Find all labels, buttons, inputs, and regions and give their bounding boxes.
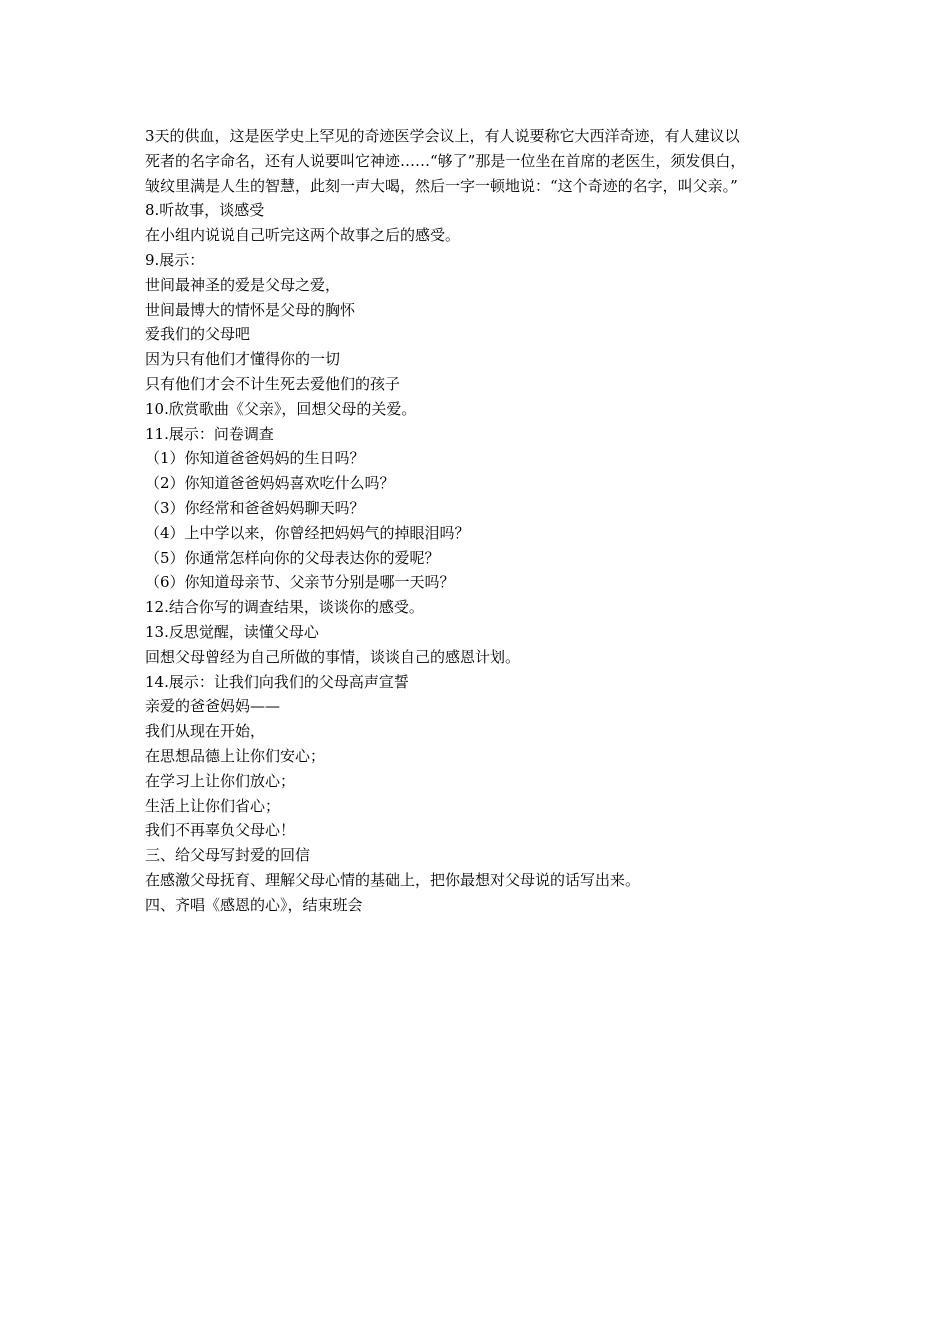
poem-line: 世间最博大的情怀是父母的胸怀	[145, 300, 356, 319]
document-body	[145, 124, 815, 918]
poem-line: 爱我们的父母吧	[145, 325, 251, 344]
section-heading-11: 11.展示：问卷调查	[145, 424, 274, 443]
paragraph-line: 在小组内说说自己听完这两个故事之后的感受。	[145, 226, 461, 245]
survey-question: （3）你经常和爸爸妈妈聊天吗？	[145, 498, 365, 517]
paragraph-line: 在感激父母抚育、理解父母心情的基础上，把你最想对父母说的话写出来。	[145, 870, 641, 889]
paragraph-line: 皱纹里满是人生的智慧，此刻一声大喝，然后一字一顿地说：“这个奇迹的名字，叫父亲。”	[145, 176, 738, 195]
section-heading-14: 14.展示：让我们向我们的父母高声宣誓	[145, 672, 409, 691]
section-heading-12: 12.结合你写的调查结果，谈谈你的感受。	[145, 598, 424, 617]
survey-question: （5）你通常怎样向你的父母表达你的爱呢？	[145, 548, 440, 567]
poem-line: 只有他们才会不计生死去爱他们的孩子	[145, 374, 401, 393]
paragraph-line: 死者的名字命名，还有人说要叫它神迹……“够了”那是一位坐在首席的老医生，须发俱白，	[145, 151, 746, 170]
paragraph-line: 回想父母曾经为自己所做的事情，谈谈自己的感恩计划。	[145, 647, 521, 666]
survey-question: （1）你知道爸爸妈妈的生日吗？	[145, 449, 365, 468]
section-heading-4: 四、齐唱《感恩的心》，结束班会	[145, 895, 363, 914]
pledge-line: 亲爱的爸爸妈妈——	[145, 697, 281, 716]
survey-question: （2）你知道爸爸妈妈喜欢吃什么吗？	[145, 474, 395, 493]
pledge-line: 生活上让你们省心；	[145, 796, 281, 815]
poem-line: 因为只有他们才懂得你的一切	[145, 350, 341, 369]
section-heading-3: 三、给父母写封爱的回信	[145, 846, 311, 865]
paragraph-line: 3天的供血，这是医学史上罕见的奇迹医学会议上，有人说要称它大西洋奇迹，有人建议以	[145, 127, 740, 145]
survey-question: （4）上中学以来，你曾经把妈妈气的掉眼泪吗？	[145, 523, 470, 542]
poem-line: 世间最神圣的爱是父母之爱，	[145, 275, 341, 294]
pledge-line: 我们从现在开始，	[145, 722, 266, 741]
survey-question: （6）你知道母亲节、父亲节分别是哪一天吗？	[145, 573, 455, 592]
section-heading-9: 9.展示：	[145, 250, 205, 269]
section-heading-10: 10.欣赏歌曲《父亲》，回想父母的关爱。	[145, 399, 417, 418]
section-heading-8: 8.听故事，谈感受	[145, 201, 265, 220]
section-heading-13: 13.反思觉醒，读懂父母心	[145, 622, 319, 641]
pledge-line: 在思想品德上让你们安心；	[145, 746, 326, 765]
pledge-line: 在学习上让你们放心；	[145, 771, 296, 790]
pledge-line: 我们不再辜负父母心！	[145, 821, 296, 840]
